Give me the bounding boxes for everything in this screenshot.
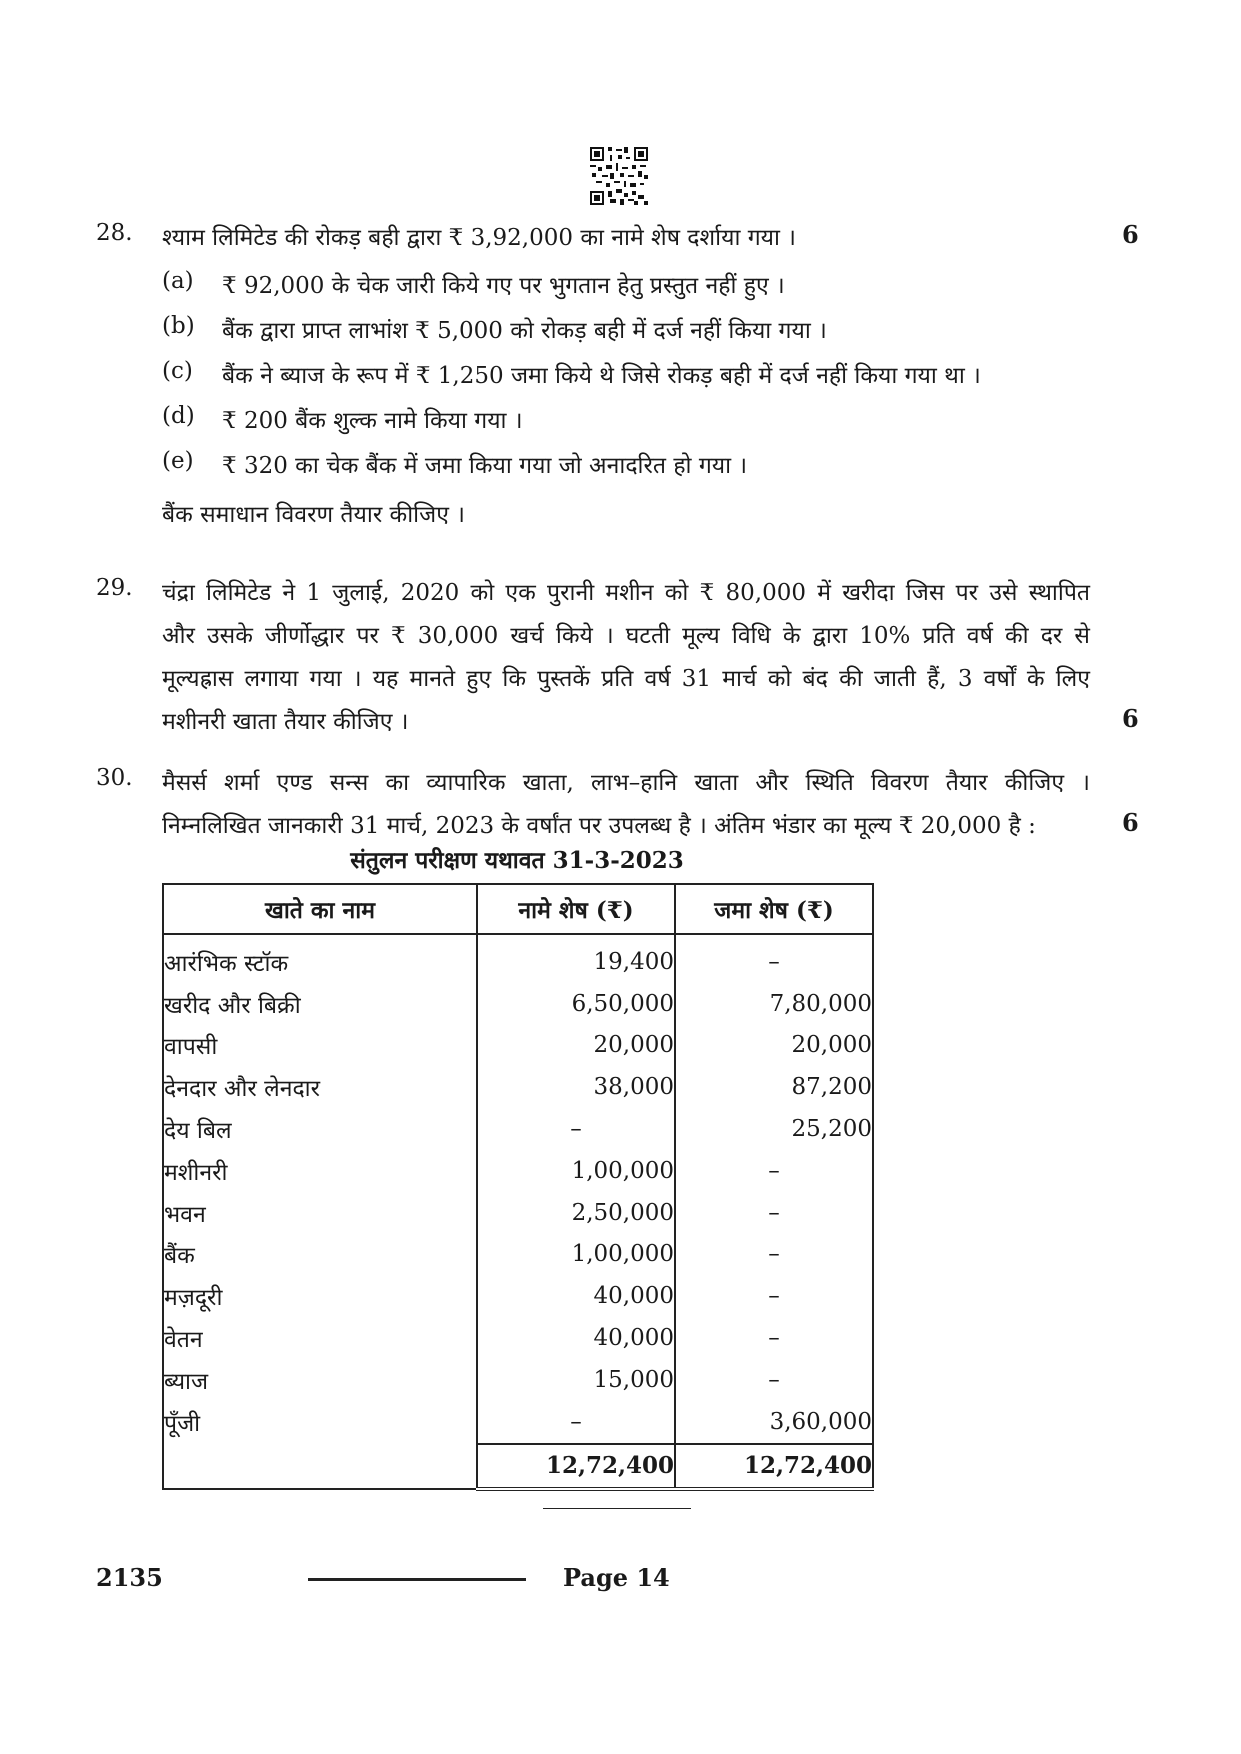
- table-row: [163, 983, 873, 1025]
- table-total-row: [163, 1444, 873, 1489]
- item-text: बैंक द्वारा प्राप्त लाभांश ₹ 5,000 को रोकड़ बही में दर्ज नहीं किया गया ।: [222, 318, 827, 344]
- marks: 6: [1122, 704, 1139, 733]
- account-name: वापसी: [163, 1025, 477, 1067]
- item-text: बैंक ने ब्याज के रूप में ₹ 1,250 जमा किये थे जिसे रोकड़ बही में दर्ज नहीं किया गया था ।: [222, 363, 981, 389]
- table-row: [163, 934, 873, 983]
- credit-balance: –: [675, 1317, 873, 1359]
- item-label: (a): [162, 268, 194, 294]
- paper-code: 2135: [96, 1563, 163, 1592]
- account-name: वेतन: [163, 1317, 477, 1359]
- debit-balance: –: [477, 1108, 675, 1150]
- debit-balance: 1,00,000: [477, 1150, 675, 1192]
- credit-balance: 3,60,000: [675, 1401, 873, 1444]
- debit-balance: 19,400: [477, 934, 675, 983]
- credit-balance: –: [675, 1150, 873, 1192]
- credit-balance: –: [675, 1359, 873, 1401]
- debit-balance: 15,000: [477, 1359, 675, 1401]
- table-row: [163, 1359, 873, 1401]
- credit-balance: –: [675, 1192, 873, 1234]
- table-row: [163, 1275, 873, 1317]
- account-name: मज़दूरी: [163, 1275, 477, 1317]
- total-label: [163, 1444, 477, 1489]
- item-text: ₹ 320 का चेक बैंक में जमा किया गया जो अनादरित हो गया ।: [222, 453, 748, 479]
- debit-balance: 40,000: [477, 1275, 675, 1317]
- item-text: ₹ 92,000 के चेक जारी किये गए पर भुगतान हेतु प्रस्तुत नहीं हुए ।: [222, 273, 785, 299]
- table-row: [163, 1025, 873, 1067]
- question-line: मूल्यह्रास लगाया गया । यह मानते हुए कि पुस्तकें प्रति वर्ष 31 मार्च को बंद की जाती हैं, 3 वर्षों के लिए: [162, 666, 1091, 692]
- marks: 6: [1122, 808, 1139, 837]
- account-name: देनदार और लेनदार: [163, 1066, 477, 1108]
- item-label: (e): [162, 448, 194, 474]
- account-name: भवन: [163, 1192, 477, 1234]
- debit-balance: 38,000: [477, 1066, 675, 1108]
- account-name: बैंक: [163, 1234, 477, 1276]
- column-header: जमा शेष (₹): [675, 884, 873, 934]
- trial-balance-table: [162, 883, 874, 1491]
- question-number: 28.: [96, 220, 133, 246]
- debit-balance: 2,50,000: [477, 1192, 675, 1234]
- account-name: ब्याज: [163, 1359, 477, 1401]
- qr-code-icon: [590, 147, 648, 205]
- footer-divider: [308, 1578, 526, 1581]
- question-line: चंद्रा लिमिटेड ने 1 जुलाई, 2020 को एक पुरानी मशीन को ₹ 80,000 में खरीदा जिस पर उसे स्थापित: [162, 580, 1090, 606]
- item-label: (b): [162, 313, 195, 339]
- item-label: (c): [162, 358, 193, 384]
- table-row: [163, 1317, 873, 1359]
- credit-balance: –: [675, 1275, 873, 1317]
- table-row: [163, 1066, 873, 1108]
- credit-balance: 87,200: [675, 1066, 873, 1108]
- item-text: ₹ 200 बैंक शुल्क नामे किया गया ।: [222, 408, 523, 434]
- credit-balance: –: [675, 934, 873, 983]
- page-number: Page 14: [563, 1563, 670, 1592]
- item-label: (d): [162, 403, 195, 429]
- question-number: 29.: [96, 575, 133, 601]
- account-name: पूँजी: [163, 1401, 477, 1444]
- debit-balance: –: [477, 1401, 675, 1444]
- account-name: देय बिल: [163, 1108, 477, 1150]
- question-line: और उसके जीर्णोद्धार पर ₹ 30,000 खर्च किये । घटती मूल्य विधि के द्वारा 10% प्रति वर्ष की दर से: [162, 623, 1090, 649]
- credit-balance: 25,200: [675, 1108, 873, 1150]
- debit-balance: 6,50,000: [477, 983, 675, 1025]
- debit-balance: 40,000: [477, 1317, 675, 1359]
- table-title: संतुलन परीक्षण यथावत 31-3-2023: [350, 847, 684, 874]
- account-name: खरीद और बिक्री: [163, 983, 477, 1025]
- table-row: [163, 1234, 873, 1276]
- question-number: 30.: [96, 765, 133, 791]
- section-divider: [543, 1508, 691, 1509]
- debit-total: 12,72,400: [477, 1444, 675, 1489]
- column-header: नामे शेष (₹): [477, 884, 675, 934]
- debit-balance: 1,00,000: [477, 1234, 675, 1276]
- account-name: आरंभिक स्टॉक: [163, 934, 477, 983]
- question-line: मशीनरी खाता तैयार कीजिए ।: [162, 709, 409, 735]
- account-name: मशीनरी: [163, 1150, 477, 1192]
- table-row: [163, 1150, 873, 1192]
- question-line: निम्नलिखित जानकारी 31 मार्च, 2023 के वर्षांत पर उपलब्ध है । अंतिम भंडार का मूल्य ₹ 20,000 है :: [162, 813, 1036, 839]
- question-instruction: बैंक समाधान विवरण तैयार कीजिए ।: [162, 502, 465, 528]
- debit-balance: 20,000: [477, 1025, 675, 1067]
- question-stem: श्याम लिमिटेड की रोकड़ बही द्वारा ₹ 3,92,000 का नामे शेष दर्शाया गया ।: [162, 225, 796, 251]
- credit-total: 12,72,400: [675, 1444, 873, 1489]
- credit-balance: 20,000: [675, 1025, 873, 1067]
- credit-balance: 7,80,000: [675, 983, 873, 1025]
- table-row: [163, 1192, 873, 1234]
- column-header: खाते का नाम: [163, 884, 477, 934]
- marks: 6: [1122, 220, 1139, 249]
- table-row: [163, 1108, 873, 1150]
- table-header-row: [163, 884, 873, 934]
- credit-balance: –: [675, 1234, 873, 1276]
- table-row: [163, 1401, 873, 1444]
- question-line: मैसर्स शर्मा एण्ड सन्स का व्यापारिक खाता, लाभ–हानि खाता और स्थिति विवरण तैयार कीजिए ।: [162, 770, 1090, 796]
